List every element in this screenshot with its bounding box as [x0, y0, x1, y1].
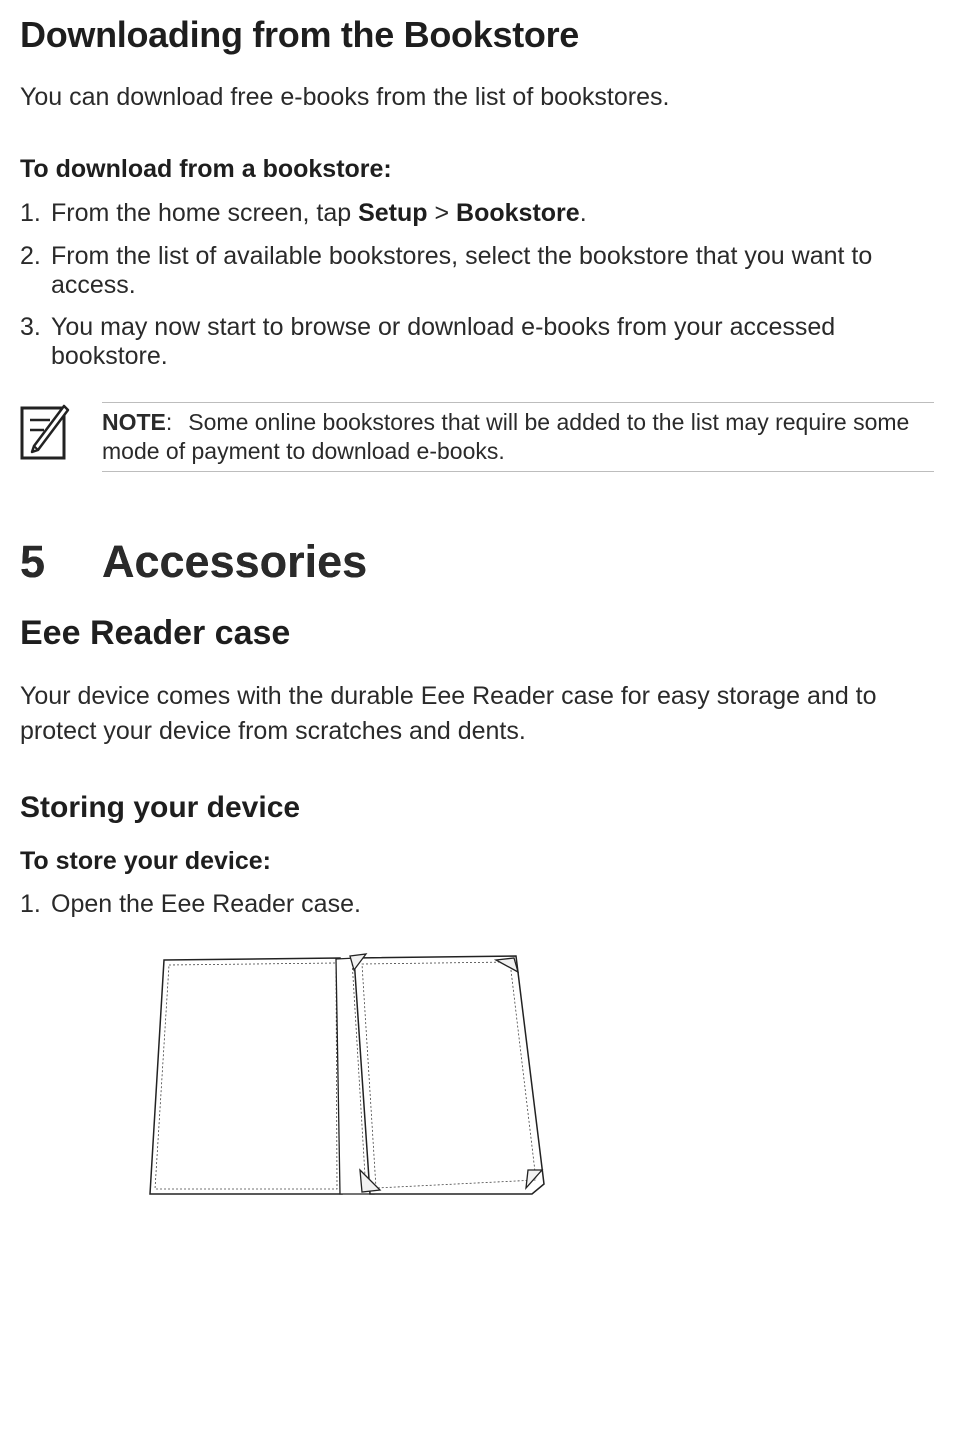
section-intro: You can download free e-books from the list of bookstores. — [20, 83, 670, 111]
step-text: You may now start to browse or download e-books from your accessed bookstore. — [51, 313, 836, 370]
step-number: 1. — [20, 890, 41, 918]
step-text-post: . — [579, 199, 587, 227]
procedure-title: To download from a bookstore: — [20, 155, 392, 183]
procedure-steps — [20, 199, 900, 371]
note-pencil-icon — [20, 402, 70, 460]
section-title: Downloading from the Bookstore — [20, 14, 580, 55]
note-box — [102, 402, 934, 472]
step-text: From the list of available bookstores, select the bookstore that you want to access. — [51, 242, 873, 299]
section-intro: Your device comes with the durable Eee Reader case for easy storage and to protect your device from scratches and dents. — [20, 682, 877, 745]
subsection-title: Storing your device — [20, 791, 301, 824]
step-item — [20, 242, 900, 300]
procedure-steps — [20, 890, 900, 919]
step-number: 3. — [20, 313, 41, 341]
step-item — [20, 313, 900, 371]
note-text: Some online bookstores that will be added to the list may require some mode of payment to download e-books. — [102, 409, 910, 464]
step-setup: Setup — [358, 199, 428, 227]
procedure-title: To store your device: — [20, 847, 271, 875]
note-content — [102, 408, 934, 466]
chapter-title: Accessories — [102, 536, 368, 587]
step-text: Open the Eee Reader case. — [51, 890, 361, 918]
chapter-number: 5 — [20, 536, 46, 587]
step-text-mid: > — [427, 199, 457, 227]
reader-case-illustration — [140, 948, 560, 1204]
step-item — [20, 890, 900, 919]
step-number: 1. — [20, 199, 41, 227]
step-item — [20, 199, 900, 228]
step-text-pre: From the home screen, tap — [51, 199, 359, 227]
chapter-heading — [20, 536, 367, 588]
section-title: Eee Reader case — [20, 614, 291, 652]
note-label: NOTE: — [102, 409, 173, 435]
step-bookstore: Bookstore — [456, 199, 580, 227]
step-number: 2. — [20, 242, 41, 270]
